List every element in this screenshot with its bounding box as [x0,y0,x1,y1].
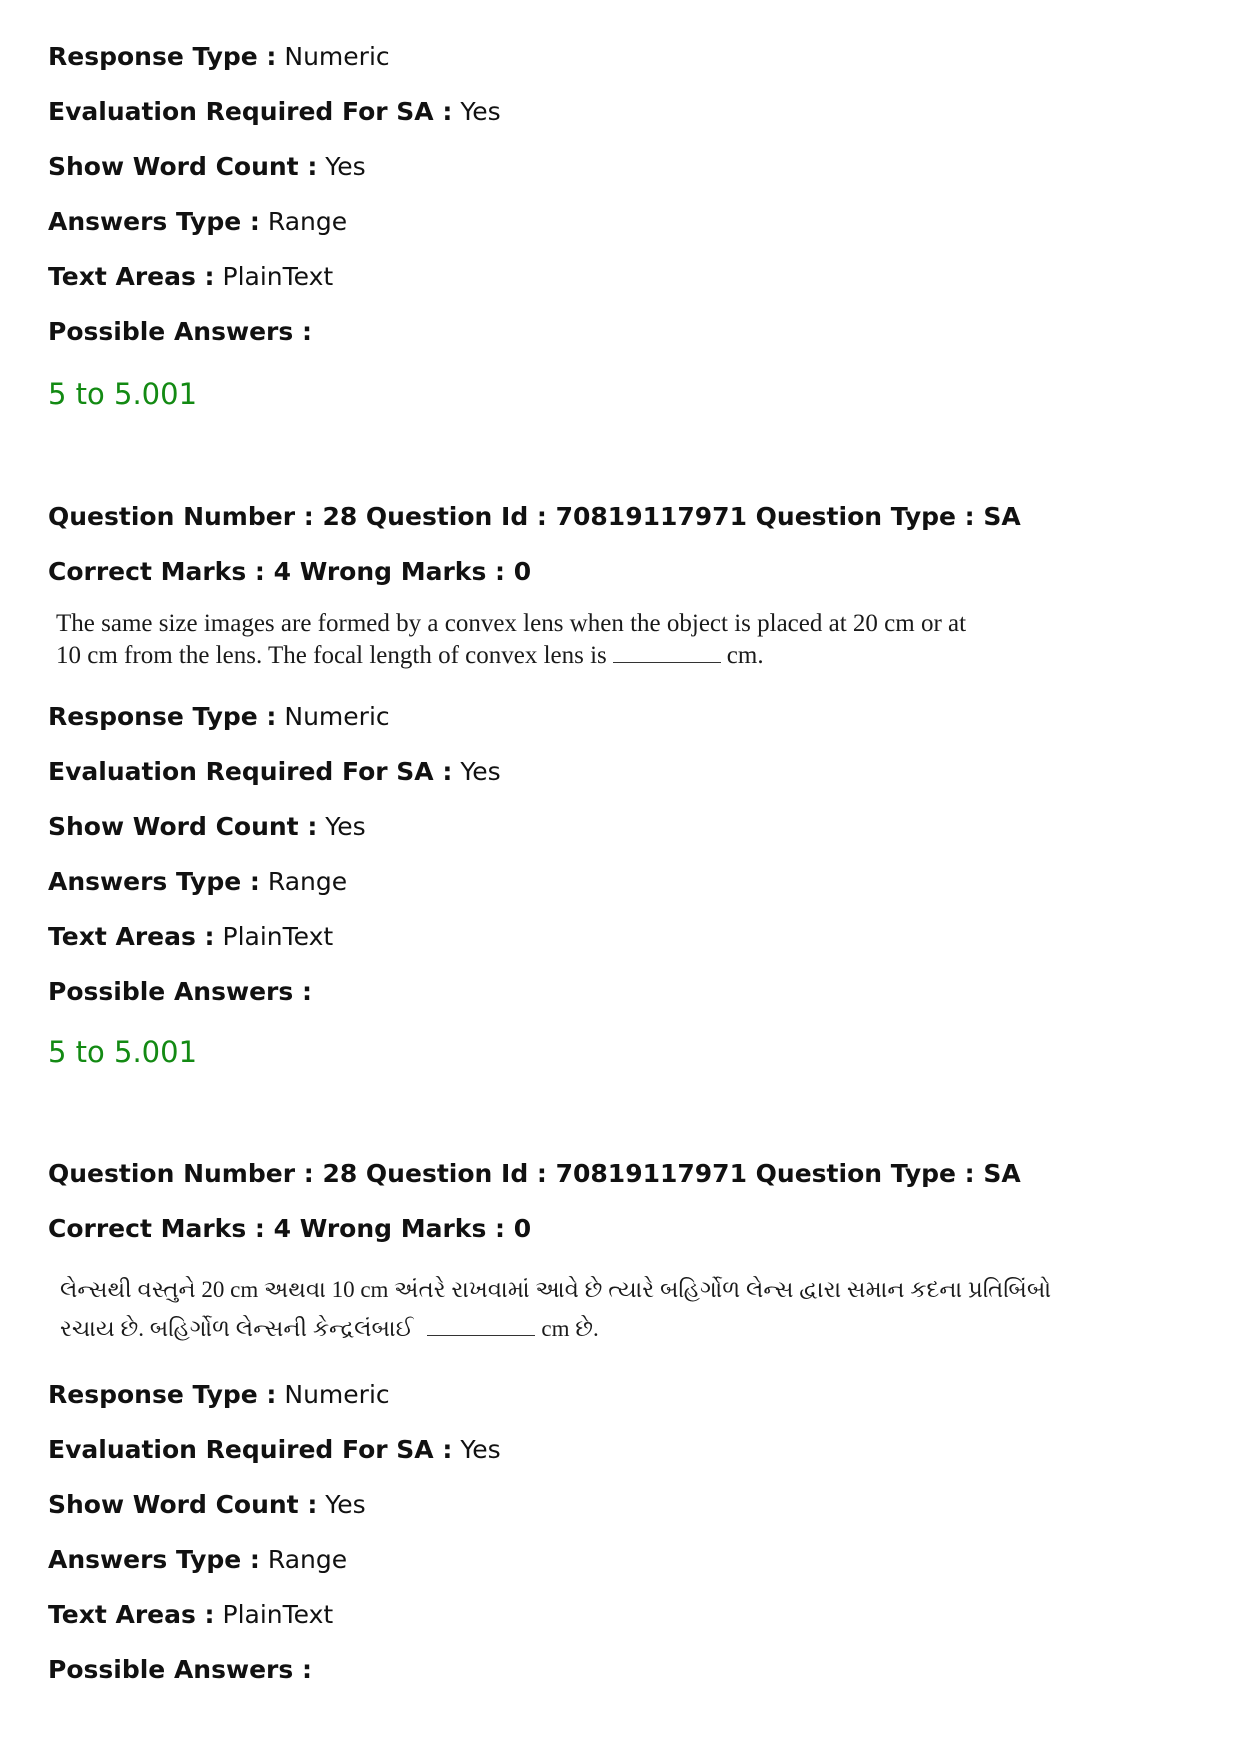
show-word-count-value: Yes [325,1490,366,1519]
text-areas-value: PlainText [222,922,334,951]
text-areas-label: Text Areas : [48,922,215,951]
answers-type-row [48,865,347,899]
evaluation-required-row [48,1433,501,1467]
question-text-line: લેન્સથી વસ્તુને 20 cm અથવા 10 cm અંતરે રાખવામાં આવે છે ત્યારે બહિર્ગોળ લેન્સ દ્વારા સમાન કદના પ્રતિબિંબો [60,1277,1052,1302]
question-header: Question Number : 28 Question Id : 70819117971 Question Type : SA [48,1159,1021,1188]
possible-answers-row [48,975,312,1009]
show-word-count-label: Show Word Count : [48,812,318,841]
evaluation-required-value: Yes [460,757,501,786]
show-word-count-value: Yes [325,812,366,841]
evaluation-required-row [48,95,501,129]
possible-answers-row [48,315,312,349]
evaluation-required-label: Evaluation Required For SA : [48,757,453,786]
response-type-label: Response Type : [48,1380,277,1409]
evaluation-required-label: Evaluation Required For SA : [48,1435,453,1464]
possible-answers-row [48,1653,312,1687]
question-marks: Correct Marks : 4 Wrong Marks : 0 [48,557,532,586]
answers-type-label: Answers Type : [48,1545,260,1574]
answers-type-row [48,205,347,239]
response-type-label: Response Type : [48,702,277,731]
show-word-count-row [48,810,366,844]
text-areas-value: PlainText [222,1600,334,1629]
question-text-after-blank: cm. [726,642,764,669]
evaluation-required-label: Evaluation Required For SA : [48,97,453,126]
question-text-line: The same size images are formed by a convex lens when the object is placed at 20 cm or at [56,610,967,637]
response-type-row [48,700,390,734]
question-text-line [56,640,764,672]
text-areas-label: Text Areas : [48,262,215,291]
evaluation-required-value: Yes [460,97,501,126]
question-text-line [60,1313,599,1345]
text-areas-label: Text Areas : [48,1600,215,1629]
response-type-label: Response Type : [48,42,277,71]
show-word-count-label: Show Word Count : [48,152,318,181]
answers-type-value: Range [267,1545,348,1574]
evaluation-required-value: Yes [460,1435,501,1464]
answers-type-value: Range [267,207,348,236]
text-areas-row [48,260,333,294]
text-areas-row [48,1598,333,1632]
show-word-count-row [48,1488,366,1522]
answers-type-value: Range [267,867,348,896]
response-type-row [48,40,390,74]
answers-type-label: Answers Type : [48,867,260,896]
possible-answers-label: Possible Answers : [48,317,312,346]
possible-answers-label: Possible Answers : [48,977,312,1006]
question-text-before-blank: રચાય છે. બહિર્ગોળ લેન્સની કેન્દ્રલંબાઈ [60,1316,414,1341]
evaluation-required-row [48,755,501,789]
possible-answer-value: 5 to 5.001 [48,377,198,411]
response-type-value: Numeric [284,42,390,71]
text-areas-row [48,920,333,954]
possible-answer-value: 5 to 5.001 [48,1035,198,1069]
possible-answers-label: Possible Answers : [48,1655,312,1684]
question-marks: Correct Marks : 4 Wrong Marks : 0 [48,1214,532,1243]
question-text-before-blank: 10 cm from the lens. The focal length of convex lens is [56,642,607,669]
answers-type-label: Answers Type : [48,207,260,236]
show-word-count-value: Yes [325,152,366,181]
question-text-after-blank: cm છે. [541,1316,599,1341]
response-type-row [48,1378,390,1412]
show-word-count-label: Show Word Count : [48,1490,318,1519]
show-word-count-row [48,150,366,184]
response-type-value: Numeric [284,702,390,731]
response-type-value: Numeric [284,1380,390,1409]
answer-blank [613,642,721,663]
answers-type-row [48,1543,347,1577]
text-areas-value: PlainText [222,262,334,291]
question-header: Question Number : 28 Question Id : 70819117971 Question Type : SA [48,502,1021,531]
answer-blank [427,1315,535,1336]
